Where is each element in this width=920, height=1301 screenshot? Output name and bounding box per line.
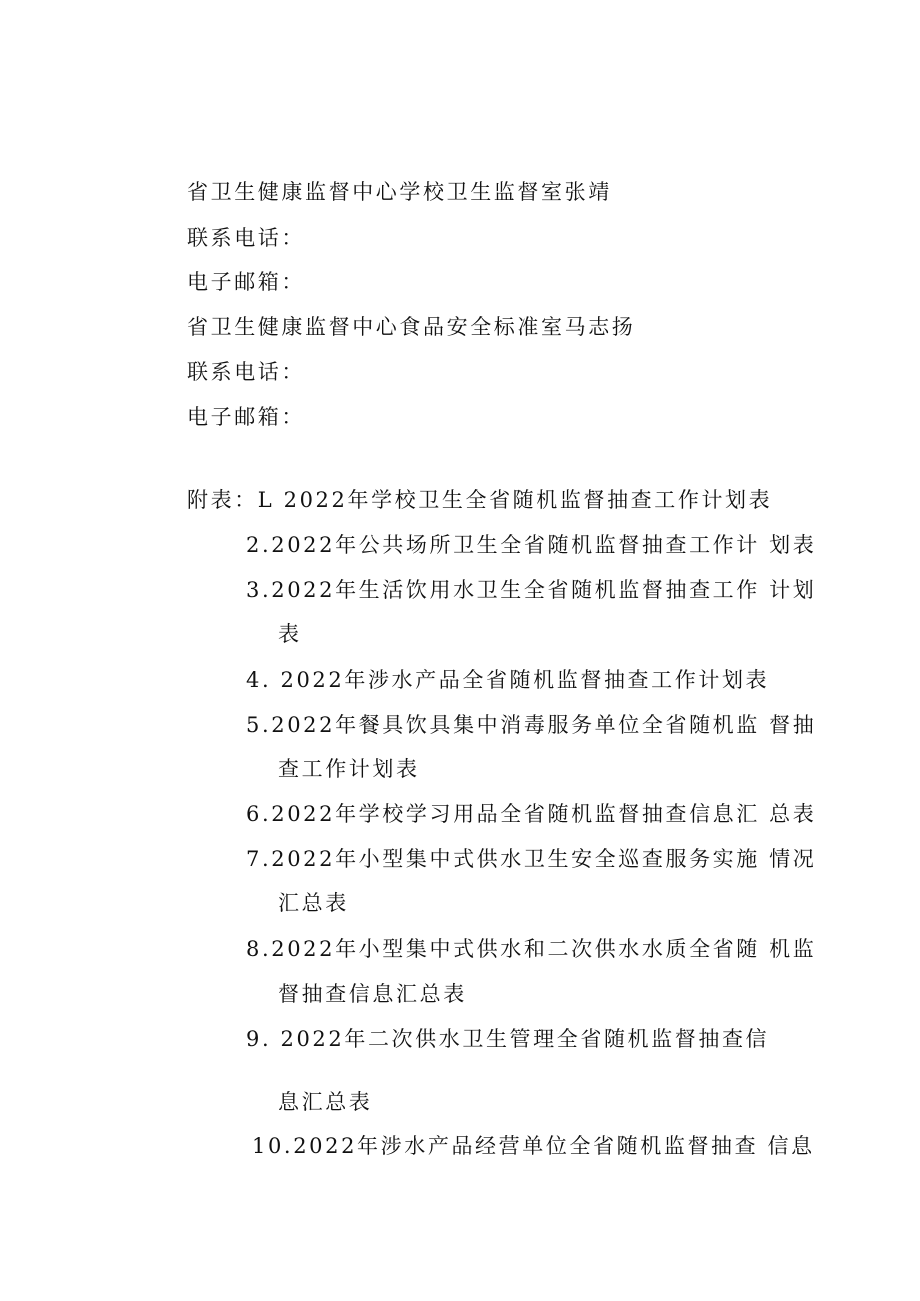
contact-2-email-label: 电子邮箱： (187, 405, 305, 429)
contact-2-phone-label: 联系电话： (187, 360, 305, 384)
contact-2-name: 省卫生健康监督中心食品安全标准室马志扬 (187, 315, 636, 339)
attachment-item-5: 5.2022年餐具饮具集中消毒服务单位全省随机监 督抽 (246, 713, 817, 737)
contact-1-phone-label: 联系电话： (187, 226, 305, 250)
attachment-item-3-continuation: 表 (278, 622, 302, 646)
attachment-item-2: 2.2022年公共场所卫生全省随机监督抽查工作计 划表 (246, 533, 817, 557)
attachment-item-8: 8.2022年小型集中式供水和二次供水水质全省随 机监 (246, 937, 817, 961)
attachment-heading: 附表：L 2022年学校卫生全省随机监督抽查工作计划表 (187, 488, 773, 512)
attachment-item-4: 4. 2022年涉水产品全省随机监督抽查工作计划表 (246, 668, 770, 692)
attachment-item-3: 3.2022年生活饮用水卫生全省随机监督抽查工作 计划 (246, 578, 817, 602)
attachment-item-9-continuation: 息汇总表 (278, 1090, 373, 1114)
attachment-item-8-continuation: 督抽查信息汇总表 (278, 982, 467, 1006)
attachment-item-6: 6.2022年学校学习用品全省随机监督抽查信息汇 总表 (246, 802, 817, 826)
attachment-item-9: 9. 2022年二次供水卫生管理全省随机监督抽查信 (246, 1027, 770, 1051)
attachment-item-7: 7.2022年小型集中式供水卫生安全巡查服务实施 情况 (246, 847, 817, 871)
attachment-item-10: 10.2022年涉水产品经营单位全省随机监督抽查 信息 (252, 1134, 815, 1158)
attachment-item-5-continuation: 查工作计划表 (278, 757, 420, 781)
contact-1-name: 省卫生健康监督中心学校卫生监督室张靖 (187, 180, 612, 204)
contact-1-email-label: 电子邮箱： (187, 270, 305, 294)
attachment-item-7-continuation: 汇总表 (278, 891, 349, 915)
